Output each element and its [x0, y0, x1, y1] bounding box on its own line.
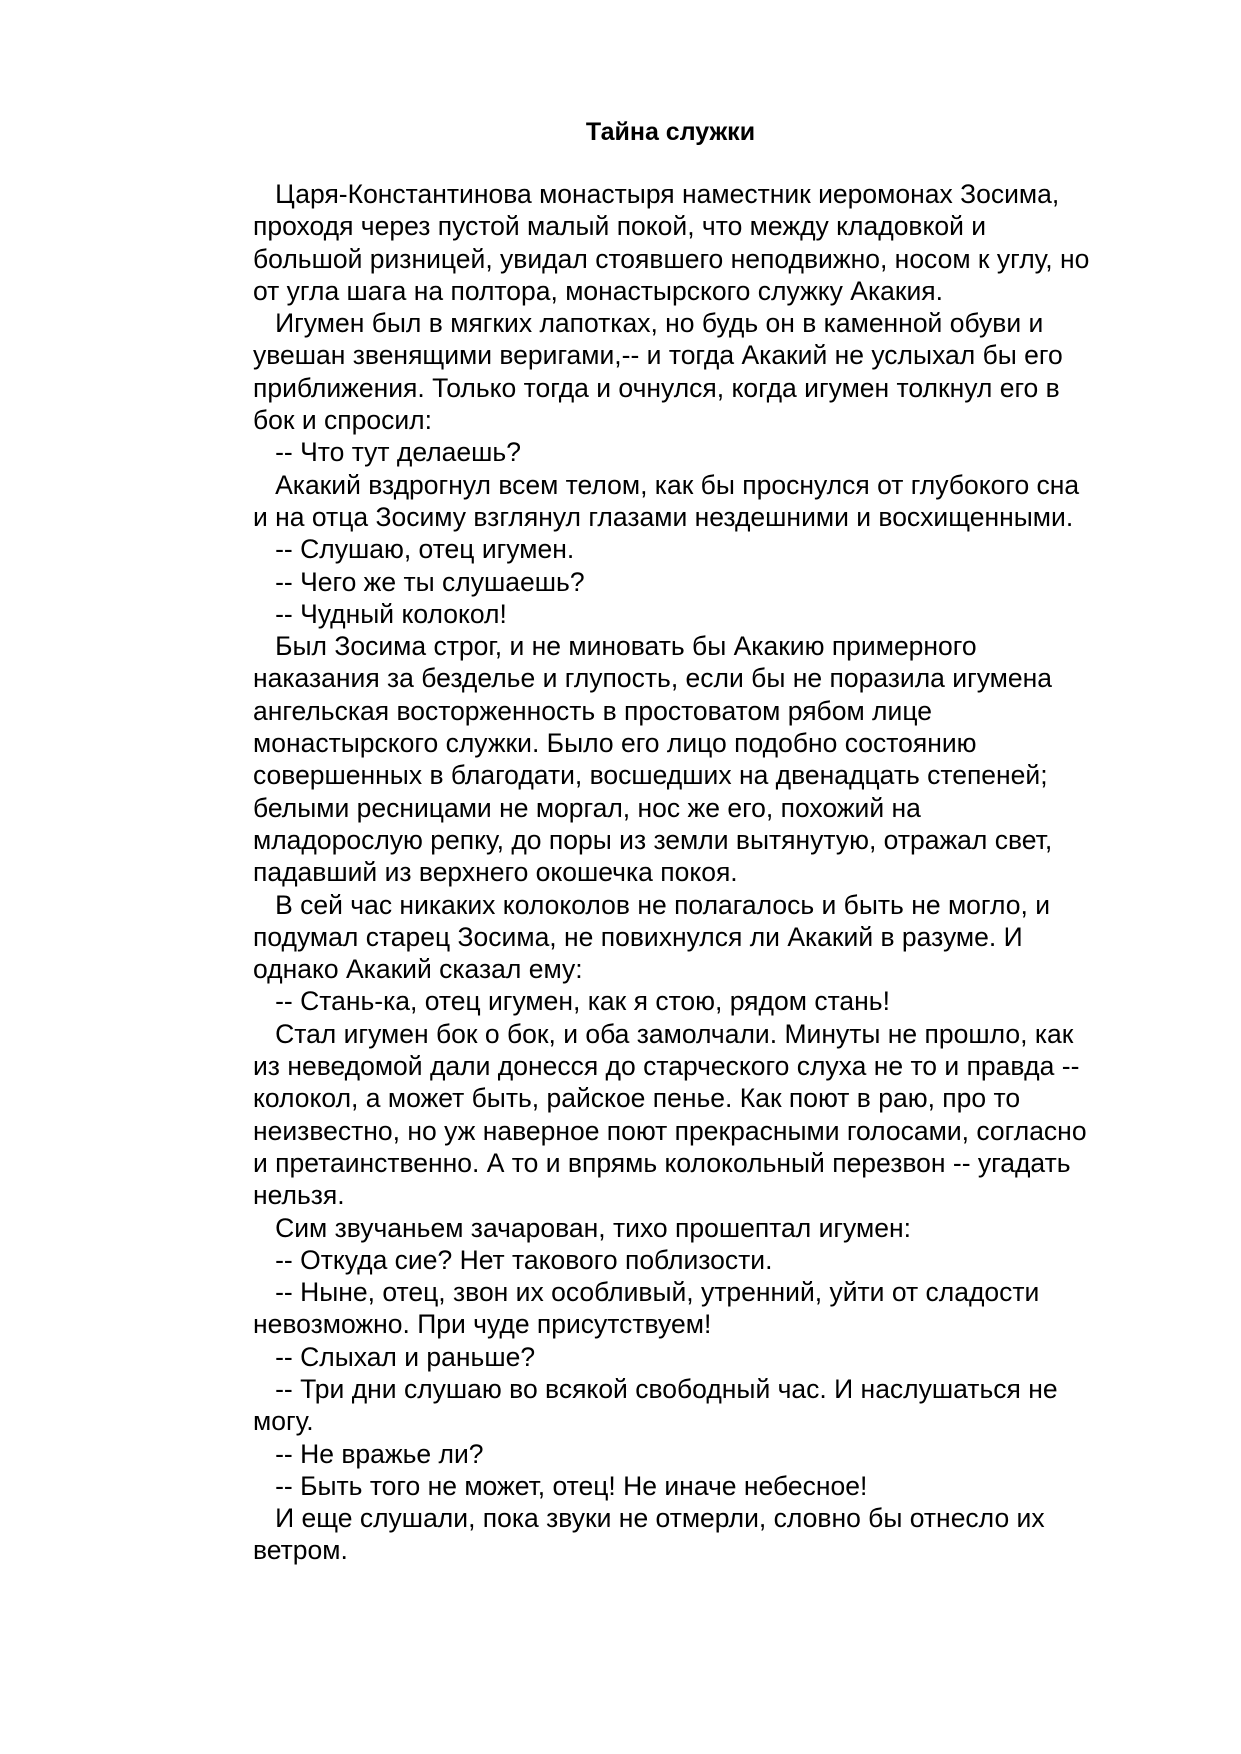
- text-line: ангельская восторженность в простоватом рябом лице: [253, 695, 932, 726]
- text-line: -- Ныне, отец, звон их особливый, утренний, уйти от сладости: [253, 1277, 1040, 1308]
- text-line: -- Слыхал и раньше?: [253, 1341, 536, 1372]
- document-title: Тайна служки: [585, 118, 756, 146]
- document-body: [253, 178, 1183, 1567]
- text-line: Акакий вздрогнул всем телом, как бы проснулся от глубокого сна: [253, 469, 1080, 500]
- text-line: однако Акакий сказал ему:: [253, 954, 583, 985]
- text-line: совершенных в благодати, восшедших на двенадцать степеней;: [253, 760, 1048, 791]
- text-line: от угла шага на полтора, монастырского служку Акакия.: [253, 275, 943, 306]
- text-line: бок и спросил:: [253, 405, 432, 436]
- text-line: монастырского служки. Было его лицо подобно состоянию: [253, 728, 977, 759]
- text-line: приближения. Только тогда и очнулся, когда игумен толкнул его в: [253, 372, 1060, 403]
- text-line: -- Что тут делаешь?: [253, 437, 521, 468]
- text-line: и претаинственно. А то и впрямь колокольный перезвон -- угадать: [253, 1147, 1071, 1178]
- text-line: -- Слушаю, отец игумен.: [253, 534, 575, 565]
- text-line: ветром.: [253, 1535, 348, 1566]
- text-line: из неведомой дали донесся до старческого слуха не то и правда --: [253, 1051, 1080, 1082]
- text-line: наказания за безделье и глупость, если бы не поразила игумена: [253, 663, 1053, 694]
- text-line: нельзя.: [253, 1180, 345, 1211]
- text-line: белыми ресницами не моргал, нос же его, похожий на: [253, 792, 921, 823]
- text-line: неизвестно, но уж наверное поют прекрасными голосами, согласно: [253, 1115, 1087, 1146]
- text-line: Стал игумен бок о бок, и оба замолчали. Минуты не прошло, как: [253, 1018, 1074, 1049]
- text-line: большой ризницей, увидал стоявшего неподвижно, носом к углу, но: [253, 243, 1090, 274]
- text-line: Царя-Константинова монастыря наместник иеромонах Зосима,: [253, 179, 1060, 209]
- text-line: -- Чудный колокол!: [253, 598, 507, 629]
- text-line: подумал старец Зосима, не повихнулся ли Акакий в разуме. И: [253, 921, 1023, 952]
- text-line: -- Стань-ка, отец игумен, как я стою, рядом стань!: [253, 986, 890, 1017]
- text-line: -- Чего же ты слушаешь?: [253, 566, 585, 597]
- text-line: -- Три дни слушаю во всякой свободный час. И наслушаться не: [253, 1373, 1058, 1404]
- text-line: -- Откуда сие? Нет такового поблизости.: [253, 1244, 773, 1275]
- text-line: невозможно. При чуде присутствуем!: [253, 1309, 712, 1340]
- text-line: падавший из верхнего окошечка покоя.: [253, 857, 738, 888]
- text-line: младорослую репку, до поры из земли вытянутую, отражал свет,: [253, 824, 1053, 855]
- text-line: И еще слушали, пока звуки не отмерли, словно бы отнесло их: [253, 1503, 1045, 1534]
- text-line: Сим звучаньем зачарован, тихо прошептал игумен:: [253, 1212, 911, 1243]
- text-line: колокол, а может быть, райское пенье. Как поют в раю, про то: [253, 1083, 1021, 1114]
- text-line: проходя через пустой малый покой, что между кладовкой и: [253, 211, 987, 242]
- text-line: Был Зосима строг, и не миновать бы Акакию примерного: [253, 631, 977, 662]
- text-line: могу.: [253, 1406, 314, 1437]
- text-line: и на отца Зосиму взглянул глазами нездешними и восхищенными.: [253, 501, 1074, 532]
- text-line: -- Быть того не может, отец! Не иначе небесное!: [253, 1470, 868, 1501]
- text-line: В сей час никаких колоколов не полагалось и быть не могло, и: [253, 889, 1051, 920]
- text-line: -- Не вражье ли?: [253, 1438, 484, 1469]
- text-line: Игумен был в мягких лапотках, но будь он в каменной обуви и: [253, 308, 1044, 339]
- text-line: увешан звенящими веригами,-- и тогда Акакий не услыхал бы его: [253, 340, 1063, 371]
